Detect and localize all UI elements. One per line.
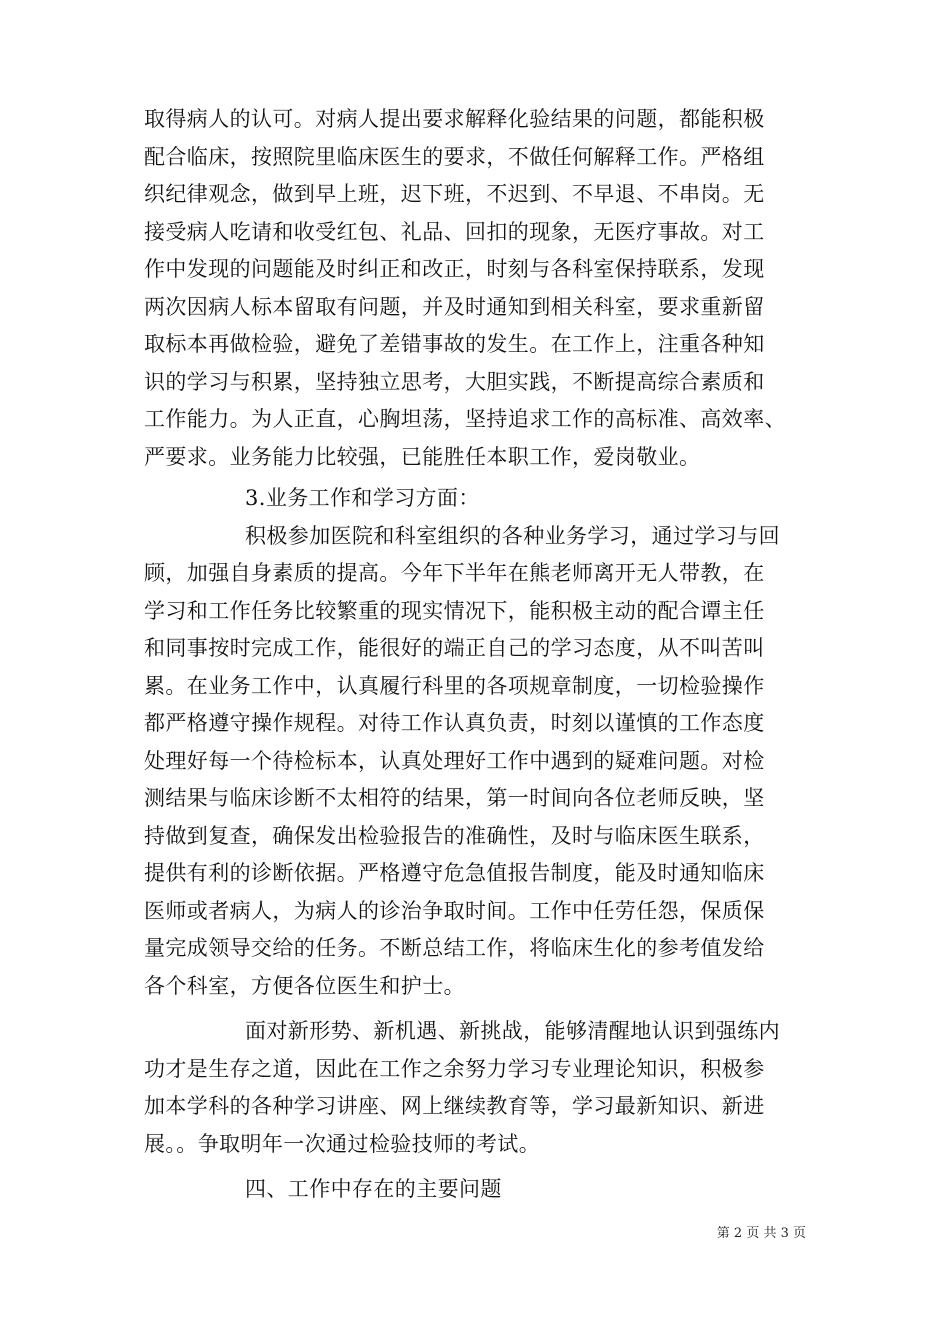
text-line: 积极参加医院和科室组织的各种业务学习，通过学习与回	[245, 524, 780, 548]
text-line: 展。。争取明年一次通过检验技师的考试。	[144, 1132, 541, 1156]
text-line: 持做到复查，确保发出检验报告的准确性，及时与临床医生联系，	[144, 824, 765, 848]
text-line: 顾，加强自身素质的提高。今年下半年在熊老师离开无人带教，在	[144, 561, 765, 585]
text-line: 织纪律观念，做到早上班，迟下班，不迟到、不早退、不串岗。无	[144, 182, 765, 206]
text-line: 学习和工作任务比较繁重的现实情况下，能积极主动的配合谭主任	[144, 599, 765, 623]
text-line: 面对新形势、新机遇、新挑战，能够清醒地认识到强练内	[245, 1019, 780, 1043]
text-line: 接受病人吃请和收受红包、礼品、回扣的现象，无医疗事故。对工	[144, 220, 765, 244]
page-number: 第 2 页 共 3 页	[716, 1226, 806, 1241]
text-line: 测结果与临床诊断不太相符的结果，第一时间向各位老师反映，坚	[144, 786, 765, 810]
text-line: 累。在业务工作中，认真履行科里的各项规章制度，一切检验操作	[144, 674, 765, 698]
text-line: 识的学习与积累，坚持独立思考，大胆实践，不断提高综合素质和	[144, 370, 765, 394]
text-line: 加本学科的各种学习讲座、网上继续教育等，学习最新知识、新进	[144, 1094, 765, 1118]
text-line: 都严格遵守操作规程。对待工作认真负责，时刻以谨慎的工作态度	[144, 711, 765, 735]
text-line: 工作能力。为人正直，心胸坦荡，坚持追求工作的高标准、高效率、	[144, 407, 786, 431]
text-line: 取得病人的认可。对病人提出要求解释化验结果的问题，都能积极	[144, 107, 765, 131]
text-line: 配合临床，按照院里临床医生的要求，不做任何解释工作。严格组	[144, 145, 765, 169]
text-line: 功才是生存之道，因此在工作之余努力学习专业理论知识，积极参	[144, 1057, 765, 1081]
text-line: 量完成领导交给的任务。不断总结工作，将临床生化的参考值发给	[144, 936, 765, 960]
text-line: 和同事按时完成工作，能很好的端正自己的学习态度，从不叫苦叫	[144, 636, 765, 660]
text-line: 提供有利的诊断依据。严格遵守危急值报告制度，能及时通知临床	[144, 861, 765, 885]
text-line: 各个科室，方便各位医生和护士。	[144, 974, 465, 998]
text-line: 处理好每一个待检标本，认真处理好工作中遇到的疑难问题。对检	[144, 749, 765, 773]
section-heading: 四、工作中存在的主要问题	[245, 1177, 502, 1201]
text-line: 取标本再做检验，避免了差错事故的发生。在工作上，注重各种知	[144, 332, 765, 356]
section-heading: 3.业务工作和学习方面：	[245, 486, 480, 510]
text-line: 作中发现的问题能及时纠正和改正，时刻与各科室保持联系，发现	[144, 257, 765, 281]
text-line: 严要求。业务能力比较强，已能胜任本职工作，爱岗敬业。	[144, 445, 701, 469]
text-line: 两次因病人标本留取有问题，并及时通知到相关科室，要求重新留	[144, 295, 765, 319]
text-line: 医师或者病人，为病人的诊治争取时间。工作中任劳任怨，保质保	[144, 899, 765, 923]
